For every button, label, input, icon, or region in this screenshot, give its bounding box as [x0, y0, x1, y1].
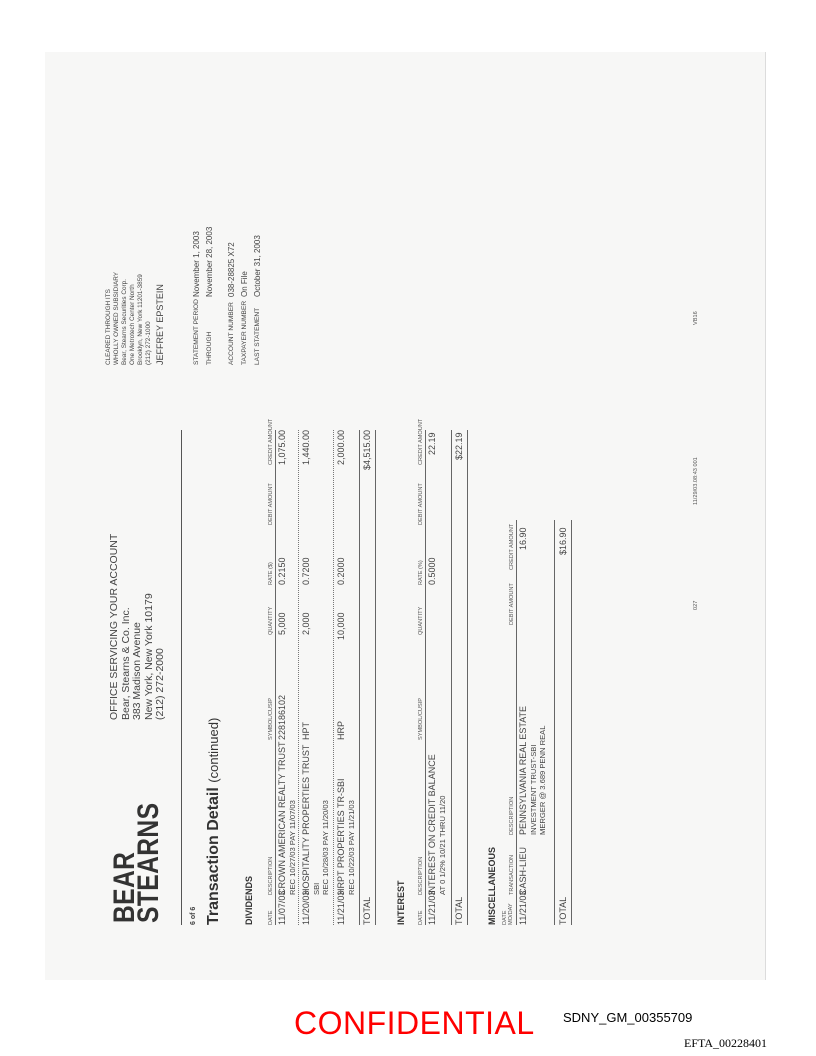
table-row [301, 430, 331, 925]
last-statement-label: LAST STATEMENT [254, 307, 261, 365]
row-rate: 0.2150 [277, 557, 287, 585]
col-rate: RATE (%) [418, 560, 424, 585]
statement-period-value: November 1, 2003 [192, 231, 201, 297]
confidential-stamp: CONFIDENTIAL [294, 1005, 535, 1041]
table-rule [425, 430, 426, 925]
row-description-detail: AT 0 1/2% 10/21 THRU 11/20 [438, 795, 447, 895]
table-rule [571, 520, 572, 925]
bates-number: SDNY_GM_00355709 [563, 1010, 693, 1025]
row-rate: 0.7200 [301, 557, 311, 585]
account-number-label: ACCOUNT NUMBER [228, 302, 235, 365]
row-description: CROWN AMERICAN REALTY TRUST [277, 741, 287, 895]
header-rule [181, 430, 182, 925]
row-symbol: HRP [336, 720, 346, 740]
row-rate: 0.5000 [427, 557, 437, 585]
col-debit: DEBIT AMOUNT [418, 483, 424, 525]
table-rule [275, 430, 276, 925]
bear-stearns-logo: BEAR STEARNS [108, 802, 165, 923]
col-date: DATE [268, 910, 274, 925]
row-description-detail: MERGER @ 3.689 PENN REAL [538, 725, 547, 835]
row-date: 11/21/03 [336, 890, 346, 925]
row-date: 11/07/03 [277, 890, 287, 925]
col-description: DESCRIPTION [268, 856, 274, 895]
footer-timestamp: 11/29/03.08:43 001 [693, 457, 699, 505]
row-divider [333, 430, 334, 925]
through-value: November 28, 2003 [205, 226, 214, 297]
misc-total-label: TOTAL [558, 896, 568, 925]
table-rule [451, 430, 452, 925]
row-description-detail: REC 10/22/03 PAY 11/21/03 [347, 800, 356, 895]
col-symbol: SYMBOL/CUSIP [418, 698, 424, 740]
row-credit: 22.19 [427, 432, 437, 455]
table-rule [516, 520, 517, 925]
statement-period-label: STATEMENT PERIOD [193, 299, 200, 365]
dividends-total-label: TOTAL [362, 896, 372, 925]
col-credit: CREDIT AMOUNT [509, 523, 515, 570]
interest-total-label: TOTAL [454, 896, 464, 925]
client-name: JEFFREY EPSTEIN [155, 284, 165, 365]
table-rule [467, 430, 468, 925]
row-symbol: 228186102 [277, 694, 287, 740]
row-divider [298, 430, 299, 925]
rotated-statement [105, 125, 725, 925]
last-statement-value: October 31, 2003 [253, 235, 262, 297]
row-description-detail: INVESTMENT TRUST-SBI [529, 744, 538, 835]
table-row [427, 430, 447, 925]
col-description: DESCRIPTION [418, 856, 424, 895]
taxpayer-number-label: TAXPAYER NUMBER [241, 300, 248, 365]
row-description: HOSPITALITY PROPERTIES TRUST [301, 744, 311, 895]
col-debit: DEBIT AMOUNT [509, 583, 515, 625]
row-rate: 0.2000 [336, 557, 346, 585]
col-rate: RATE ($) [268, 562, 274, 585]
col-date: DATE [418, 910, 424, 925]
col-debit: DEBIT AMOUNT [268, 483, 274, 525]
col-date: DATE MO/DAY [502, 903, 514, 925]
table-rule [375, 430, 376, 925]
table-row [336, 430, 356, 925]
row-description: PENNSYLVANIA REAL ESTATE [518, 705, 528, 835]
interest-heading: INTEREST [396, 880, 406, 925]
row-date: 11/21/03 [427, 890, 437, 925]
office-address: OFFICE SERVICING YOUR ACCOUNT Bear, Stearns & Co. Inc. 383 Madison Avenue New York, New York 10179 (212) 272-2000 [108, 533, 166, 720]
table-row [518, 520, 548, 925]
miscellaneous-heading: MISCELLANEOUS [487, 846, 497, 925]
row-description-detail: SBI [312, 882, 321, 895]
row-transaction: CASH-LIEU [518, 846, 528, 895]
col-quantity: QUANTITY [418, 606, 424, 635]
account-number-value: 038-28825 X72 [227, 242, 236, 297]
row-date: 11/20/03 [301, 890, 311, 925]
taxpayer-number-value: On File [240, 271, 249, 297]
col-description: DESCRIPTION [509, 796, 515, 835]
row-description: INTEREST ON CREDIT BALANCE [427, 754, 437, 895]
row-symbol: HPT [301, 722, 311, 740]
row-credit: 2,000.00 [336, 429, 346, 465]
page-edge-divider [765, 52, 766, 980]
col-credit: CREDIT AMOUNT [418, 418, 424, 465]
page-indicator: 6 of 6 [190, 906, 197, 925]
row-quantity: 10,000 [336, 612, 346, 640]
col-symbol: SYMBOL/CUSIP [268, 698, 274, 740]
row-description: HRPT PROPERTIES TR-SBI [336, 778, 346, 895]
col-quantity: QUANTITY [268, 606, 274, 635]
row-date: 11/21/03 [518, 890, 528, 925]
table-row [277, 430, 297, 925]
dividends-heading: DIVIDENDS [244, 875, 254, 925]
col-credit: CREDIT AMOUNT [268, 418, 274, 465]
col-transaction: TRANSACTION [509, 854, 515, 895]
through-label: THROUGH [206, 331, 213, 365]
misc-total-value: $16.90 [558, 527, 568, 555]
row-description-detail: REC 10/27/03 PAY 11/07/03 [288, 800, 297, 895]
footer-code: 027 [693, 600, 699, 610]
row-description-detail: REC 10/28/03 PAY 11/20/03 [321, 800, 330, 895]
clearing-firm-address: CLEARED THROUGH ITS WHOLLY OWNED SUBSIDIARY Bear, Stearns Securities Corp. One Metrotech Center North Brooklyn, New York 11201-3859 (212) 272-1000 [105, 271, 152, 365]
interest-total-value: $22.19 [454, 432, 464, 460]
table-rule [359, 430, 360, 925]
footer-code: VB16 [693, 311, 699, 325]
page-title: Transaction Detail (continued) [205, 717, 222, 925]
dividends-total-value: $4,515.00 [362, 429, 372, 470]
table-rule [554, 520, 555, 925]
row-credit: 16.90 [518, 527, 528, 550]
row-credit: 1,075.00 [277, 429, 287, 465]
row-quantity: 2,000 [301, 612, 311, 635]
row-quantity: 5,000 [277, 612, 287, 635]
row-credit: 1,440.00 [301, 429, 311, 465]
efta-number: EFTA_00228401 [684, 1036, 768, 1050]
